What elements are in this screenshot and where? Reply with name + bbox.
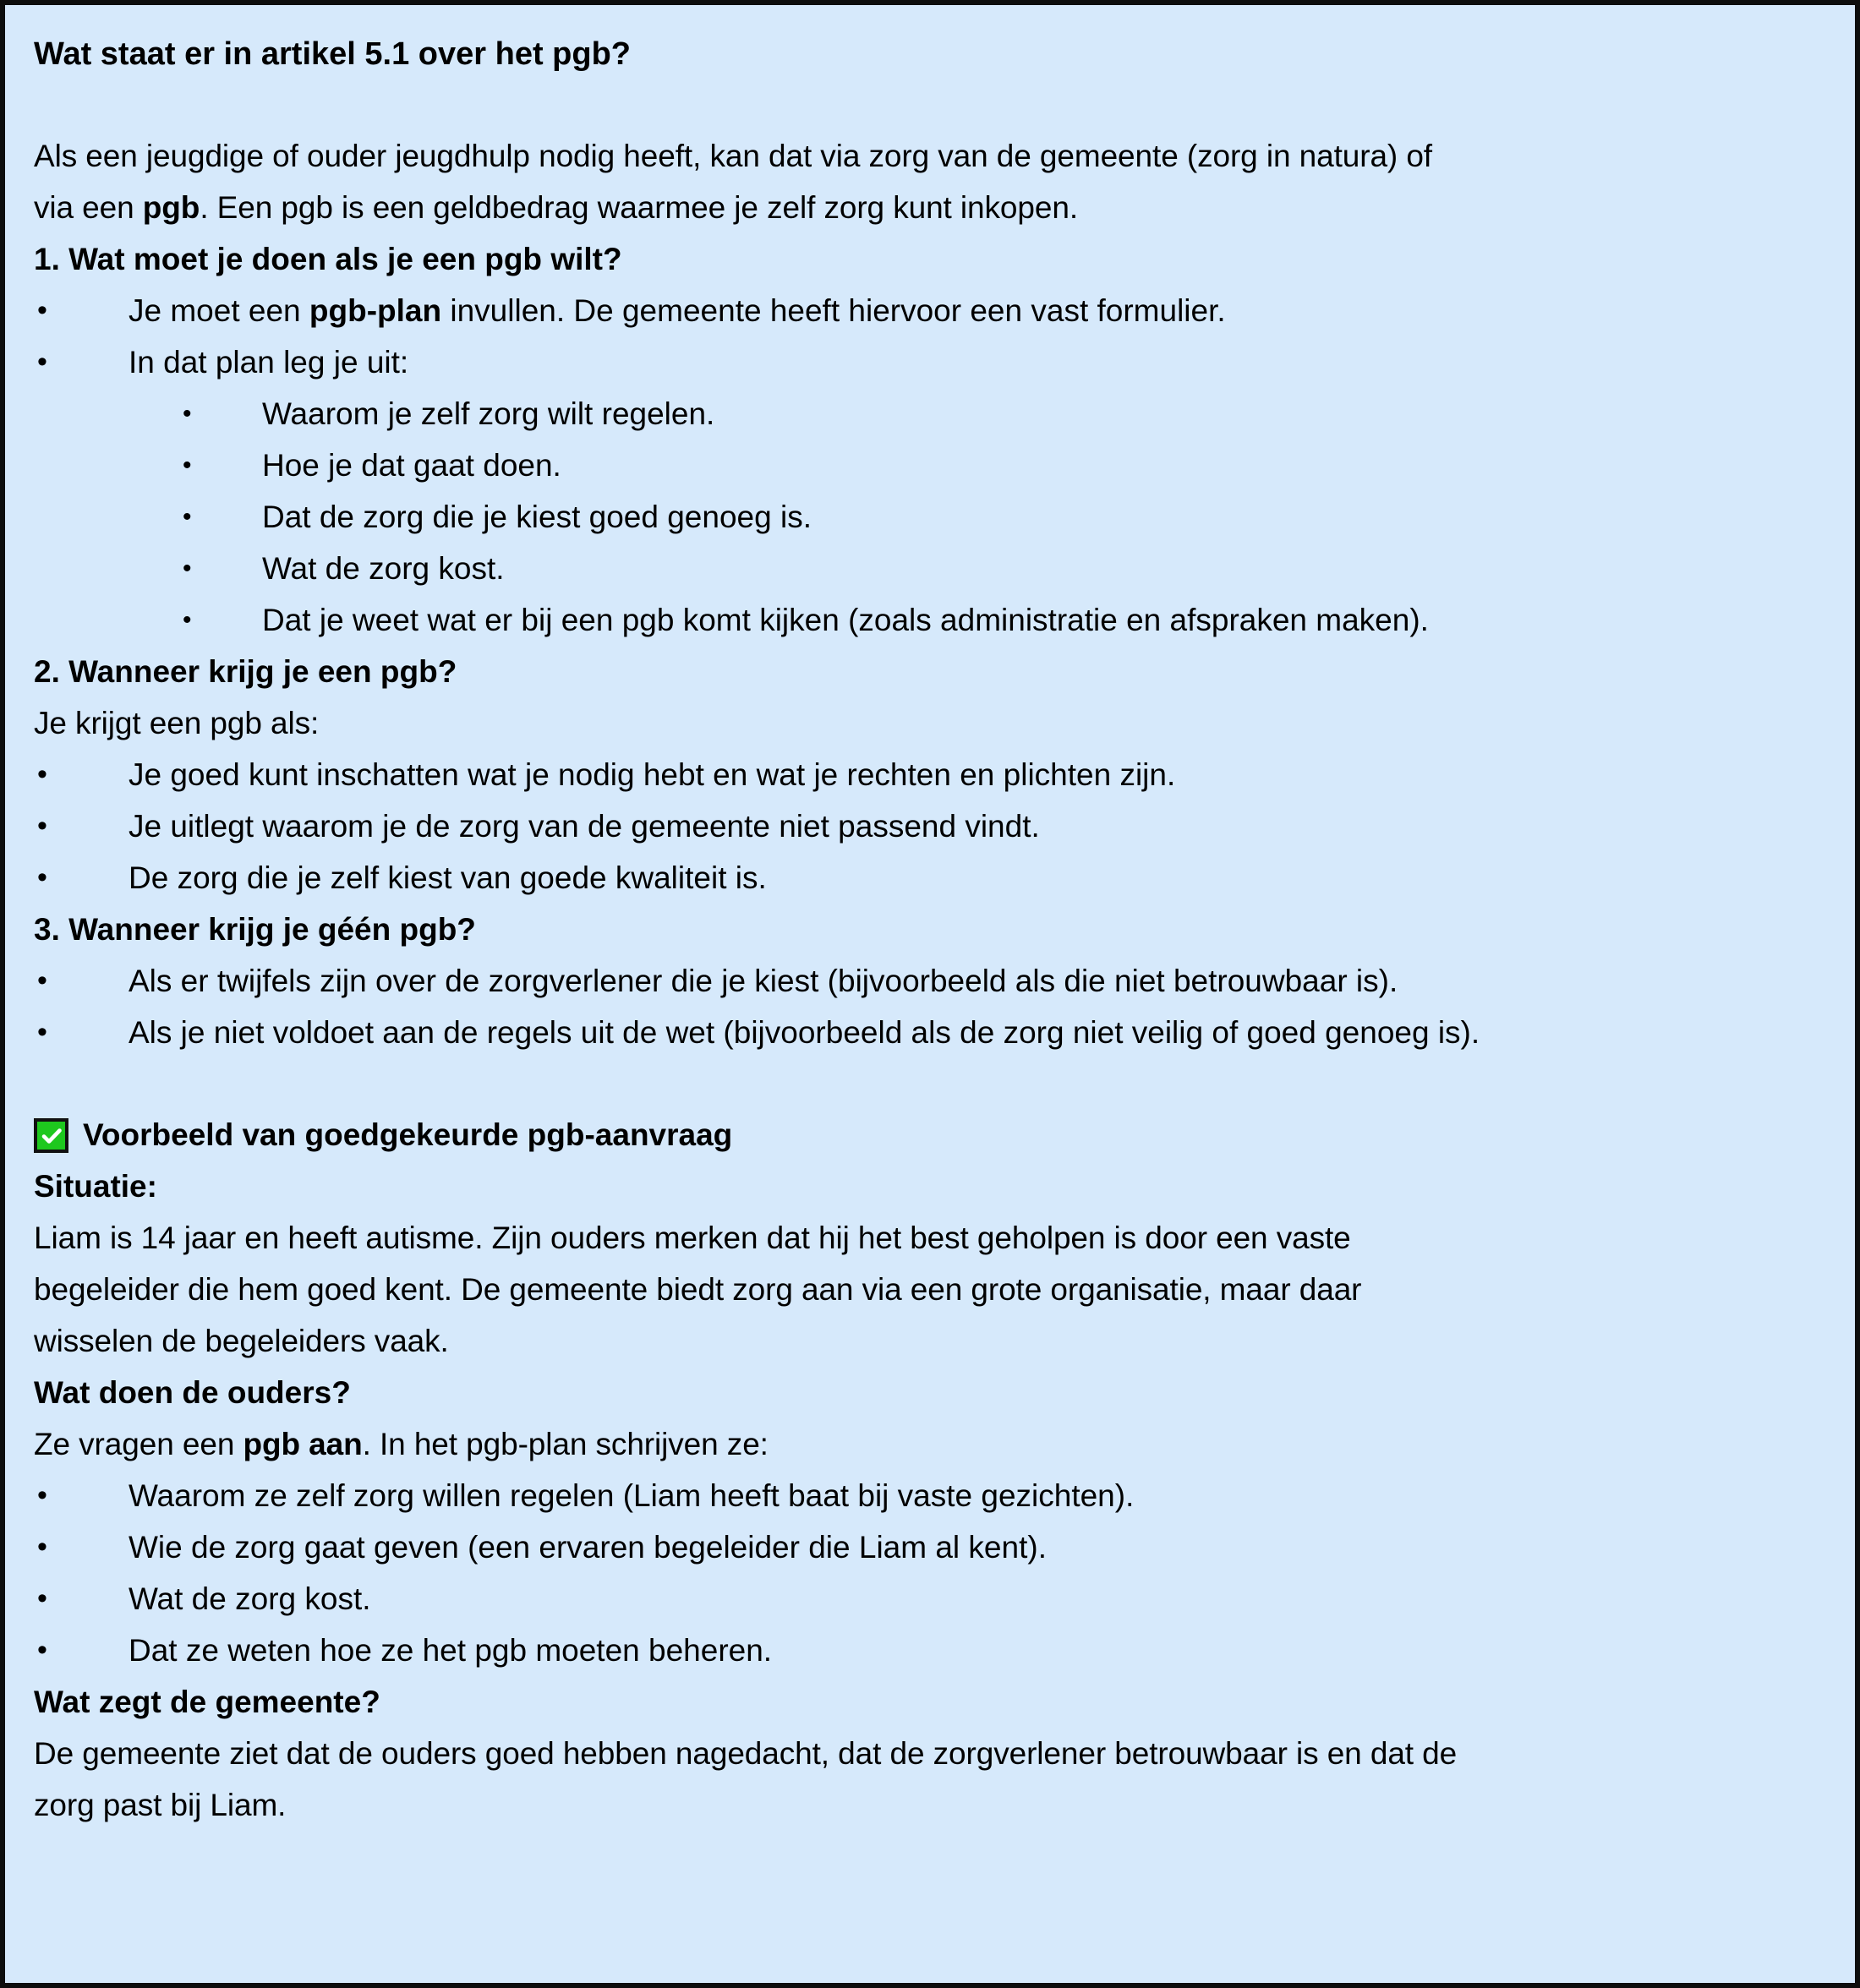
- bullet-marker-icon: •: [183, 606, 192, 634]
- intro-line-1: Als een jeugdige of ouder jeugdhulp nodig heeft, kan dat via zorg van de gemeente (zorg in natura) of: [34, 139, 1432, 173]
- page-title: Wat staat er in artikel 5.1 over het pgb?: [34, 36, 632, 72]
- list-item-text: Wat de zorg kost.: [262, 551, 505, 586]
- s1-b0-post: invullen. De gemeente heeft hiervoor een vast formulier.: [441, 293, 1226, 328]
- bullet-marker-icon: •: [183, 503, 192, 531]
- list-item-text: In dat plan leg je uit:: [129, 345, 409, 380]
- parents-lead-pre: Ze vragen een: [34, 1427, 243, 1461]
- list-item: [34, 491, 1826, 543]
- municipality-line-1: De gemeente ziet dat de ouders goed hebben nagedacht, dat de zorgverlener betrouwbaar is en dat de: [34, 1736, 1458, 1771]
- situation-line-1: Liam is 14 jaar en heeft autisme. Zijn ouders merken dat hij het best geholpen is door een vaste: [34, 1221, 1351, 1255]
- list-item: [34, 1625, 1826, 1676]
- list-item: [34, 336, 1826, 388]
- parents-label: Wat doen de ouders?: [34, 1375, 351, 1410]
- list-item: [34, 852, 1826, 904]
- list-item: [34, 955, 1826, 1007]
- list-item-text: Waarom ze zelf zorg willen regelen (Liam heeft baat bij vaste gezichten).: [129, 1478, 1135, 1513]
- list-item: [34, 388, 1826, 440]
- parents-lead-bold: pgb aan: [243, 1427, 363, 1461]
- intro-bold-pgb: pgb: [142, 190, 200, 225]
- municipality-line-2: zorg past bij Liam.: [34, 1788, 287, 1822]
- situation-label: Situatie:: [34, 1169, 157, 1204]
- list-item: [34, 285, 1826, 336]
- list-item: [34, 440, 1826, 491]
- check-mark-green-box-icon: [34, 1118, 68, 1153]
- section-1-heading: 1. Wat moet je doen als je een pgb wilt?: [34, 242, 622, 276]
- list-item-text: Je goed kunt inschatten wat je nodig hebt en wat je rechten en plichten zijn.: [129, 757, 1176, 792]
- situation-line-3: wisselen de begeleiders vaak.: [34, 1324, 449, 1358]
- bullet-marker-icon: •: [37, 1582, 47, 1614]
- example-spacer: [34, 1058, 1826, 1109]
- bullet-marker-icon: •: [37, 861, 47, 893]
- bullet-marker-icon: •: [183, 400, 192, 428]
- list-item: [34, 594, 1826, 646]
- intro-line-2: [34, 182, 1826, 233]
- intro-line-2-pre: via een: [34, 190, 143, 225]
- bullet-marker-icon: •: [183, 451, 192, 479]
- municipality-label: Wat zegt de gemeente?: [34, 1685, 380, 1719]
- section-2-lead: Je krijgt een pgb als:: [34, 706, 320, 740]
- list-item: [34, 1521, 1826, 1573]
- bullet-marker-icon: •: [37, 810, 47, 842]
- list-item-text: Als je niet voldoet aan de regels uit de wet (bijvoorbeeld als de zorg niet veilig of goed genoeg is).: [129, 1015, 1480, 1050]
- example-heading: [34, 1109, 1826, 1161]
- list-item: [34, 800, 1826, 852]
- bullet-marker-icon: •: [37, 294, 47, 326]
- list-item: [34, 1470, 1826, 1521]
- list-item-text: Hoe je dat gaat doen.: [262, 448, 561, 483]
- list-item-text: Wat de zorg kost.: [129, 1581, 371, 1616]
- list-item: [34, 749, 1826, 800]
- bullet-marker-icon: •: [37, 758, 47, 790]
- bullet-marker-icon: •: [37, 1634, 47, 1666]
- situation-line-2: begeleider die hem goed kent. De gemeente biedt zorg aan via een grote organisatie, maar daar: [34, 1272, 1362, 1307]
- title-spacer: [34, 79, 1826, 130]
- list-item-text: De zorg die je zelf kiest van goede kwaliteit is.: [129, 860, 767, 895]
- example-heading-label: Voorbeeld van goedgekeurde pgb-aanvraag: [83, 1117, 733, 1152]
- bullet-marker-icon: •: [37, 964, 47, 997]
- section-2-heading: 2. Wanneer krijg je een pgb?: [34, 654, 457, 689]
- list-item-text: Wie de zorg gaat geven (een ervaren begeleider die Liam al kent).: [129, 1530, 1047, 1565]
- list-item-text: Je uitlegt waarom je de zorg van de gemeente niet passend vindt.: [129, 809, 1040, 844]
- list-item: [34, 1573, 1826, 1625]
- list-item: [34, 543, 1826, 594]
- bullet-marker-icon: •: [37, 346, 47, 378]
- list-item-text: [101, 285, 1226, 336]
- list-item-text: Waarom je zelf zorg wilt regelen.: [262, 396, 715, 431]
- s1-b0-bold: pgb-plan: [309, 293, 442, 328]
- bullet-marker-icon: •: [183, 554, 192, 582]
- list-item: [34, 1007, 1826, 1058]
- intro-line-2-post: . Een pgb is een geldbedrag waarmee je zelf zorg kunt inkopen.: [200, 190, 1079, 225]
- parents-lead: [34, 1418, 1826, 1470]
- bullet-marker-icon: •: [37, 1016, 47, 1048]
- bullet-marker-icon: •: [37, 1479, 47, 1511]
- parents-lead-post: . In het pgb-plan schrijven ze:: [362, 1427, 769, 1461]
- s1-b0-pre: Je moet een: [129, 293, 309, 328]
- section-3-heading: 3. Wanneer krijg je géén pgb?: [34, 912, 476, 947]
- list-item-text: Dat de zorg die je kiest goed genoeg is.: [262, 500, 812, 534]
- list-item-text: Dat je weet wat er bij een pgb komt kijken (zoals administratie en afspraken maken).: [262, 603, 1429, 637]
- list-item-text: Als er twijfels zijn over de zorgverlener die je kiest (bijvoorbeeld als die niet betrouwbaar is).: [129, 964, 1398, 998]
- bullet-marker-icon: •: [37, 1531, 47, 1563]
- list-item-text: Dat ze weten hoe ze het pgb moeten beheren.: [129, 1633, 773, 1668]
